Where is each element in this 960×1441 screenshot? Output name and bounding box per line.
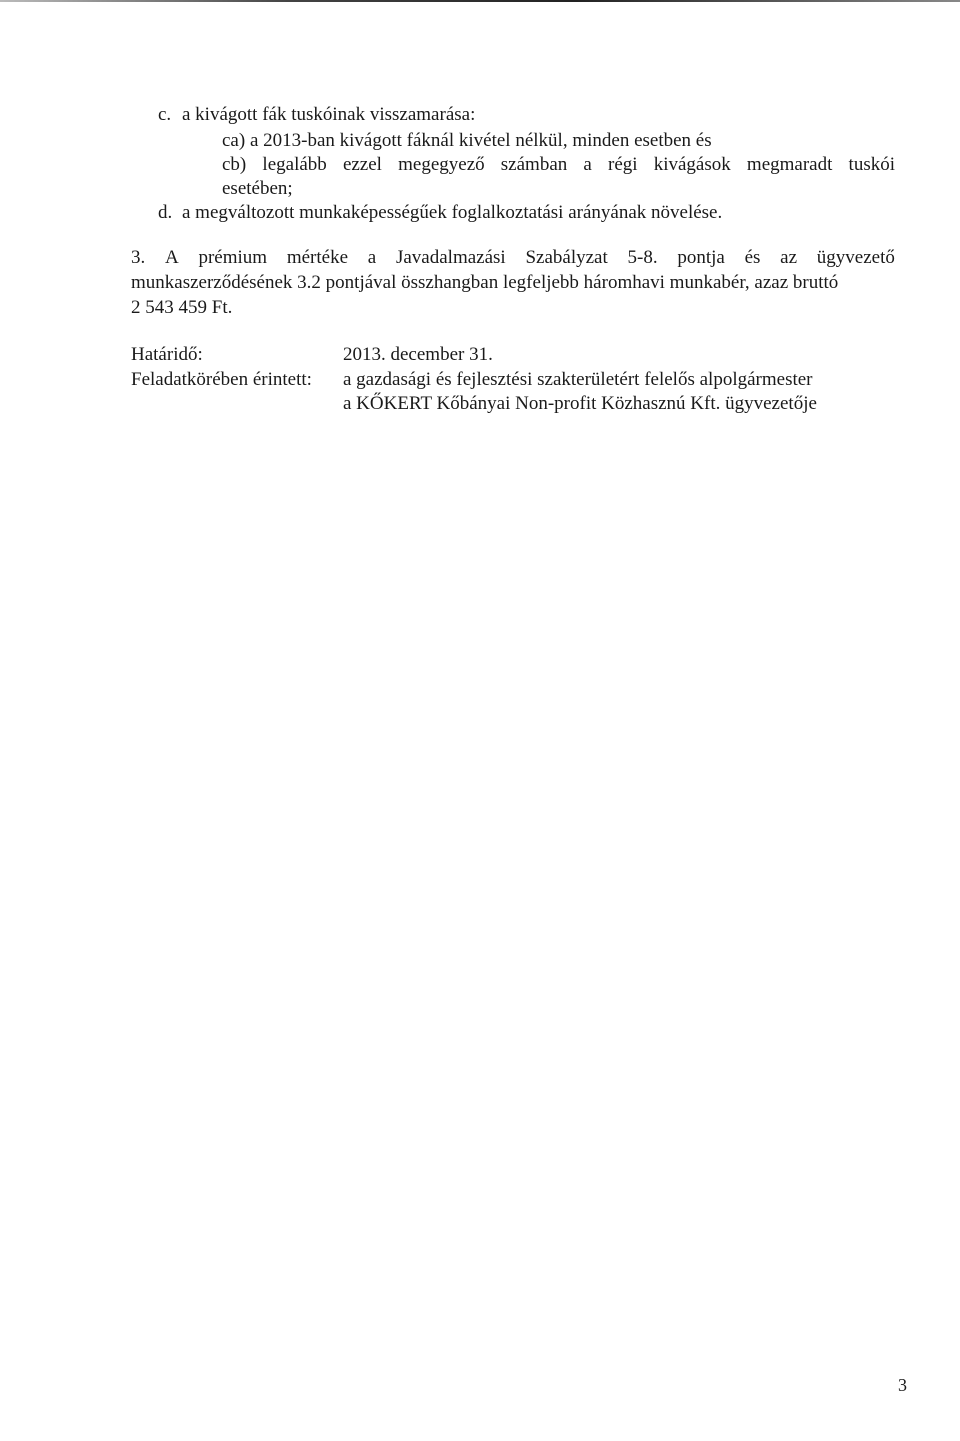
- section-3-line2: munkaszerződésének 3.2 pontjával összhangban legfeljebb háromhavi munkabér, azaz bruttó: [131, 272, 839, 293]
- responsible-value-1: a gazdasági és fejlesztési szakterületért felelős alpolgármester: [343, 369, 813, 390]
- word: a: [583, 154, 592, 175]
- list-item-c-marker: c.: [158, 104, 172, 125]
- page-number: 3: [898, 1375, 907, 1395]
- list-item-d-marker: d.: [158, 202, 173, 223]
- scan-edge-line: [0, 0, 960, 2]
- section-3-line3: 2 543 459 Ft.: [131, 297, 233, 318]
- word: számban: [500, 154, 568, 175]
- word: régi: [608, 154, 638, 175]
- sub-item-cb-line2: esetében;: [222, 178, 293, 199]
- word: az: [780, 247, 798, 268]
- word: prémium: [198, 247, 268, 268]
- list-item-d-text: a megváltozott munkaképességűek foglalkoztatási arányának növelése.: [182, 202, 723, 223]
- responsible-label: Feladatkörében érintett:: [131, 369, 312, 390]
- list-item-c-text: a kivágott fák tuskóinak visszamarása:: [182, 104, 476, 125]
- word: 5-8.: [627, 247, 658, 268]
- word: tuskói: [848, 154, 895, 175]
- responsible-value-2: a KŐKERT Kőbányai Non-profit Közhasznú Kft. ügyvezetője: [343, 393, 817, 414]
- word: A: [165, 247, 179, 268]
- word: megegyező: [398, 154, 485, 175]
- word: ügyvezető: [816, 247, 895, 268]
- word: és: [744, 247, 761, 268]
- deadline-label: Határidő:: [131, 344, 203, 365]
- word: pontja: [677, 247, 725, 268]
- section-3-line1: [131, 246, 895, 270]
- word: Javadalmazási: [395, 247, 506, 268]
- deadline-value: 2013. december 31.: [343, 344, 493, 365]
- word: Szabályzat: [525, 247, 608, 268]
- word: kivágások: [653, 154, 731, 175]
- sub-item-cb-line1: [222, 153, 895, 177]
- word: legalább: [262, 154, 327, 175]
- word: a: [367, 247, 377, 268]
- word: ezzel: [342, 154, 382, 175]
- word: 3.: [131, 247, 146, 268]
- word: mértéke: [286, 247, 349, 268]
- word: megmaradt: [746, 154, 833, 175]
- sub-item-ca: ca) a 2013-ban kivágott fáknál kivétel nélkül, minden esetben és: [222, 130, 712, 151]
- word: cb): [222, 154, 247, 175]
